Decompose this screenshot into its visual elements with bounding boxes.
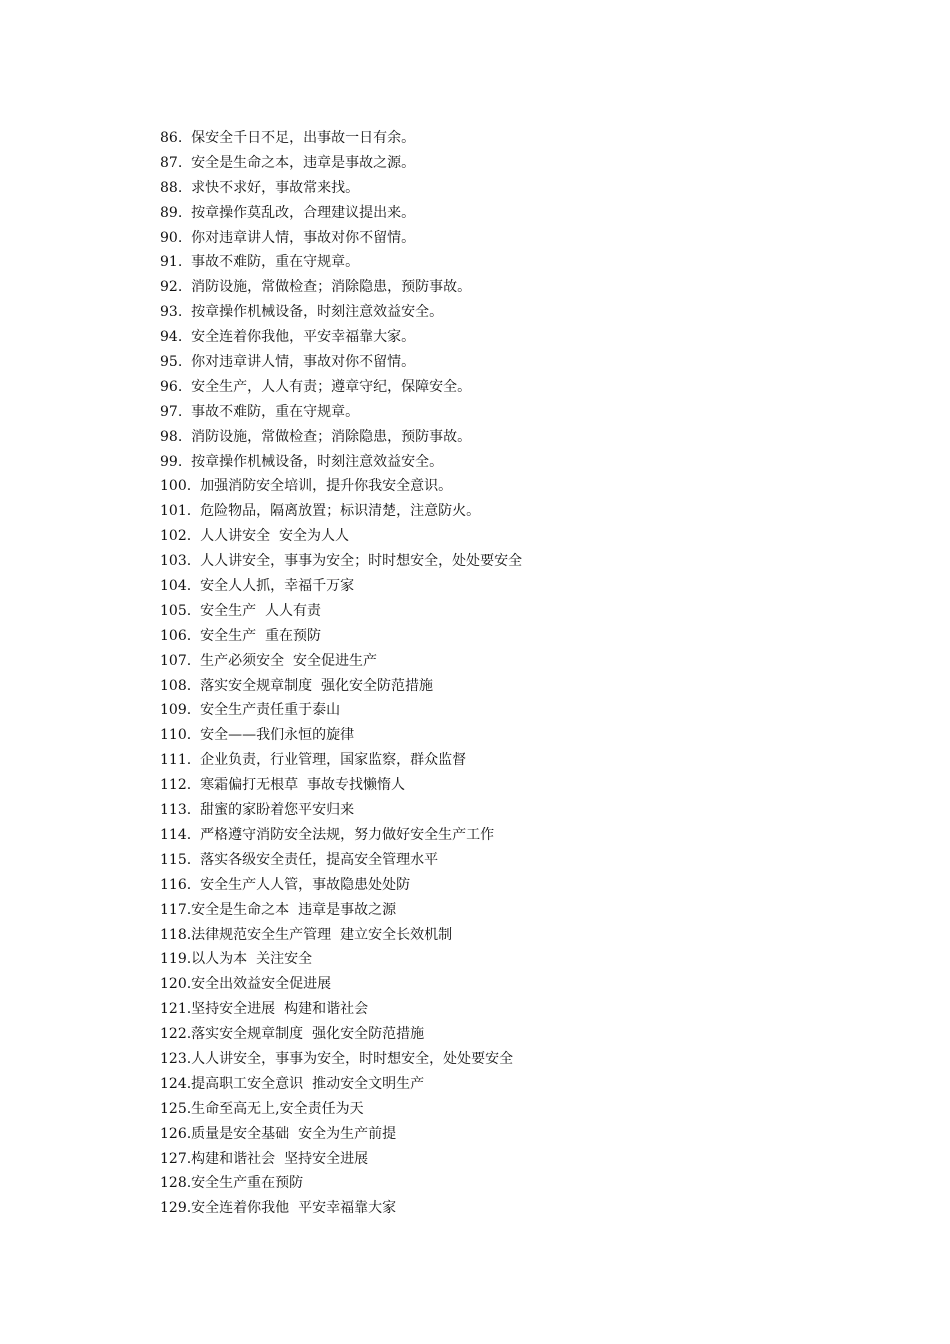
slogan-line: 122.落实安全规章制度 强化安全防范措施 bbox=[160, 1026, 425, 1043]
slogan-line: 105. 安全生产 人人有责 bbox=[160, 602, 321, 619]
slogan-line: 94. 安全连着你我他，平安幸福靠大家。 bbox=[160, 329, 416, 346]
slogan-line: 95. 你对违章讲人情，事故对你不留情。 bbox=[160, 354, 416, 371]
slogan-line: 107. 生产必须安全 安全促进生产 bbox=[160, 652, 377, 669]
slogan-line: 92. 消防设施，常做检查；消除隐患，预防事故。 bbox=[160, 279, 472, 296]
slogan-line: 96. 安全生产，人人有责；遵章守纪，保障安全。 bbox=[160, 378, 472, 395]
slogan-line: 123.人人讲安全，事事为安全，时时想安全，处处要安全 bbox=[160, 1050, 514, 1067]
slogan-line: 104. 安全人人抓，幸福千万家 bbox=[160, 578, 355, 595]
slogan-line: 88. 求快不求好，事故常来找。 bbox=[160, 179, 360, 196]
slogan-line: 113. 甜蜜的家盼着您平安归来 bbox=[160, 802, 355, 819]
slogan-line: 114. 严格遵守消防安全法规，努力做好安全生产工作 bbox=[160, 826, 495, 843]
slogan-line: 112. 寒霜偏打无根草 事故专找懒惰人 bbox=[160, 777, 405, 794]
slogan-line: 98. 消防设施，常做检查；消除隐患，预防事故。 bbox=[160, 428, 472, 445]
slogan-line: 103. 人人讲安全，事事为安全；时时想安全，处处要安全 bbox=[160, 553, 523, 570]
slogan-line: 115. 落实各级安全责任，提高安全管理水平 bbox=[160, 851, 439, 868]
slogan-line: 90. 你对违章讲人情，事故对你不留情。 bbox=[160, 229, 416, 246]
slogan-line: 125.生命至高无上,安全责任为天 bbox=[160, 1100, 364, 1117]
slogan-line: 93. 按章操作机械设备，时刻注意效益安全。 bbox=[160, 304, 444, 321]
slogan-line: 102. 人人讲安全 安全为人人 bbox=[160, 528, 349, 545]
slogan-line: 108. 落实安全规章制度 强化安全防范措施 bbox=[160, 677, 433, 694]
slogan-line: 87. 安全是生命之本，违章是事故之源。 bbox=[160, 154, 416, 171]
slogan-line: 124.提高职工安全意识 推动安全文明生产 bbox=[160, 1075, 425, 1092]
slogan-line: 101. 危险物品，隔离放置；标识清楚，注意防火。 bbox=[160, 503, 481, 520]
slogan-line: 129.安全连着你我他 平安幸福靠大家 bbox=[160, 1200, 397, 1217]
slogan-line: 106. 安全生产 重在预防 bbox=[160, 627, 321, 644]
slogan-line: 126.质量是安全基础 安全为生产前提 bbox=[160, 1125, 397, 1142]
slogan-line: 109. 安全生产责任重于泰山 bbox=[160, 702, 341, 719]
slogan-line: 120.安全出效益安全促进展 bbox=[160, 976, 332, 993]
slogan-list bbox=[160, 126, 860, 1221]
slogan-line: 121.坚持安全进展 构建和谐社会 bbox=[160, 1001, 369, 1018]
slogan-line: 99. 按章操作机械设备，时刻注意效益安全。 bbox=[160, 453, 444, 470]
slogan-line: 91. 事故不难防，重在守规章。 bbox=[160, 254, 360, 271]
slogan-line: 89. 按章操作莫乱改，合理建议提出来。 bbox=[160, 204, 416, 221]
slogan-line: 97. 事故不难防，重在守规章。 bbox=[160, 403, 360, 420]
slogan-line: 100. 加强消防安全培训，提升你我安全意识。 bbox=[160, 478, 453, 495]
slogan-line: 127.构建和谐社会 坚持安全进展 bbox=[160, 1150, 369, 1167]
slogan-line: 118.法律规范安全生产管理 建立安全长效机制 bbox=[160, 926, 453, 943]
slogan-line: 128.安全生产重在预防 bbox=[160, 1175, 304, 1192]
slogan-line: 119.以人为本 关注安全 bbox=[160, 951, 313, 968]
slogan-line: 117.安全是生命之本 违章是事故之源 bbox=[160, 901, 397, 918]
slogan-line: 116. 安全生产人人管，事故隐患处处防 bbox=[160, 876, 411, 893]
slogan-line: 111. 企业负责，行业管理，国家监察，群众监督 bbox=[160, 752, 467, 769]
slogan-line: 110. 安全——我们永恒的旋律 bbox=[160, 727, 355, 744]
slogan-line: 86. 保安全千日不足，出事故一日有余。 bbox=[160, 130, 416, 146]
